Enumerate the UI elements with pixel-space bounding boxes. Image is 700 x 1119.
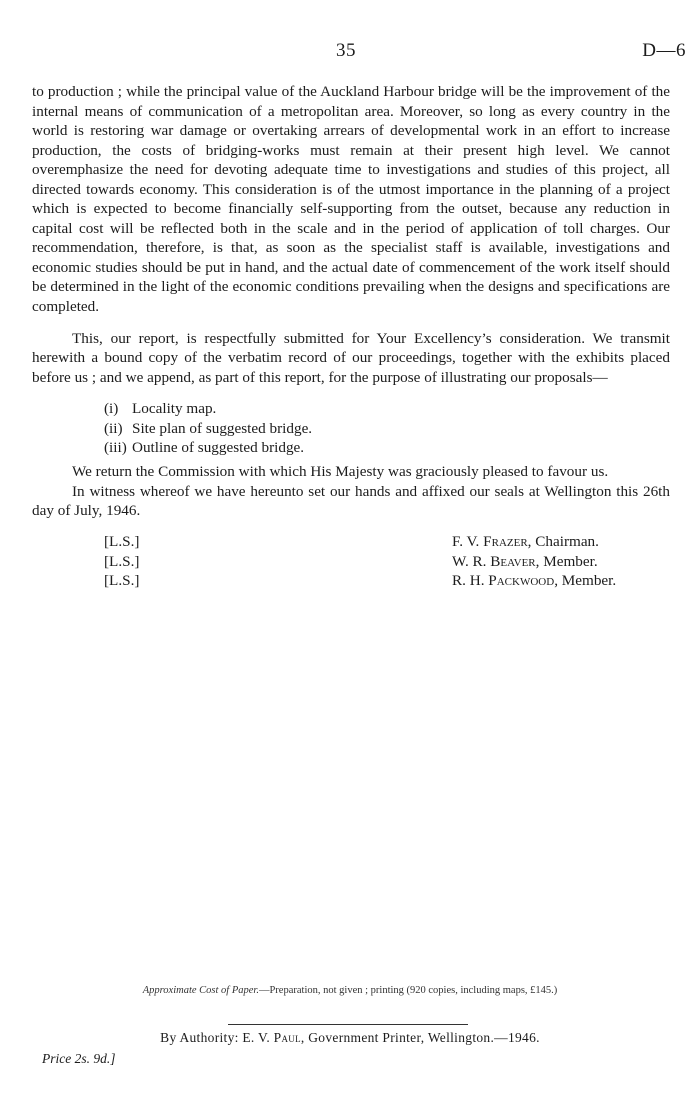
signatory-surname: Frazer (483, 533, 528, 550)
exhibit-item (104, 438, 312, 458)
document-reference: D—6 (642, 40, 686, 61)
seal-column (104, 532, 139, 591)
footer-rule (228, 1024, 468, 1025)
signatory-chairman (452, 532, 616, 552)
authority-prefix: By Authority: (160, 1030, 243, 1045)
signatory-member (452, 571, 616, 591)
printer-name: E. V. Paul (242, 1030, 301, 1045)
exhibit-number: (i) (104, 400, 119, 417)
exhibit-title: Locality map. (132, 400, 217, 417)
printer-authority-line (0, 1030, 700, 1046)
cost-text: —Preparation, not given ; printing (920 copies, including maps, £145.) (258, 985, 558, 996)
seal-mark: [L.S.] (104, 533, 140, 550)
exhibit-item (104, 419, 312, 439)
paragraph-economy: to production ; while the principal value of the Auckland Harbour bridge will be the improvement of the internal means of communication of a metropolitan area. Moreover, so long as every country in the world is restoring war damage or overtaking arrears of developmental work in an effort to increase production, the costs of bridging-works must remain at their present high level. We cannot overemphasize the need for devoting adequate time to investigations and studies of this project, all directed towards economy. This consideration is of the utmost importance in the planning of a project which is expected to become financially self-supporting from the outset, because any reduction in capital cost will be reflected both in the scale and in the period of application of toll charges. Our recommendation, therefore, is that, as soon as the specialist staff is available, investigations and economic studies should be put in hand, and the actual date of commencement of the work itself should be determined in the light of the economic conditions prevailing when the designs and specifications are completed. (32, 83, 670, 316)
exhibit-list (104, 399, 312, 458)
paragraph-commission-return: We return the Commission with which His Majesty was graciously pleased to favour us. (72, 463, 609, 480)
signatory-role: , Member. (535, 552, 598, 570)
signatory-member (452, 552, 616, 572)
seal-mark: [L.S.] (104, 552, 140, 570)
exhibit-title: Site plan of suggested bridge. (132, 419, 313, 437)
exhibit-title: Outline of suggested bridge. (132, 439, 305, 456)
signatory-role: , Chairman. (527, 533, 599, 550)
page-number: 35 (336, 40, 356, 61)
signatory-surname: Beaver (490, 552, 536, 570)
exhibit-number: (iii) (104, 439, 127, 456)
signatory-initials: R. H. (452, 572, 489, 589)
signatory-role: , Member. (554, 572, 617, 589)
price-note: Price 2s. 9d.] (42, 1051, 116, 1066)
cost-label: Approximate Cost of Paper. (142, 985, 259, 996)
exhibit-item (104, 399, 312, 419)
signatory-surname: Packwood (488, 572, 555, 589)
signatory-initials: F. V. (452, 533, 484, 550)
paragraph-submission: This, our report, is respectfully submitted for Your Excellency’s consideration. We transmit herewith a bound copy of the verbatim record of our proceedings, together with the exhibits placed before us ; and we append, as part of this report, for the purpose of illustrating our proposals— (32, 329, 670, 386)
paragraph-witness: In witness whereof we have hereunto set our hands and affixed our seals at Wellington this 26th day of July, 1946. (32, 482, 670, 520)
signature-column (452, 532, 616, 591)
seal-mark: [L.S.] (104, 572, 140, 589)
signatory-initials: W. R. (452, 552, 491, 570)
closing-section (32, 462, 670, 521)
exhibit-number: (ii) (104, 419, 123, 437)
report-body (32, 82, 670, 387)
cost-of-paper-note (0, 985, 700, 996)
authority-suffix: , Government Printer, Wellington.—1946. (300, 1030, 540, 1045)
